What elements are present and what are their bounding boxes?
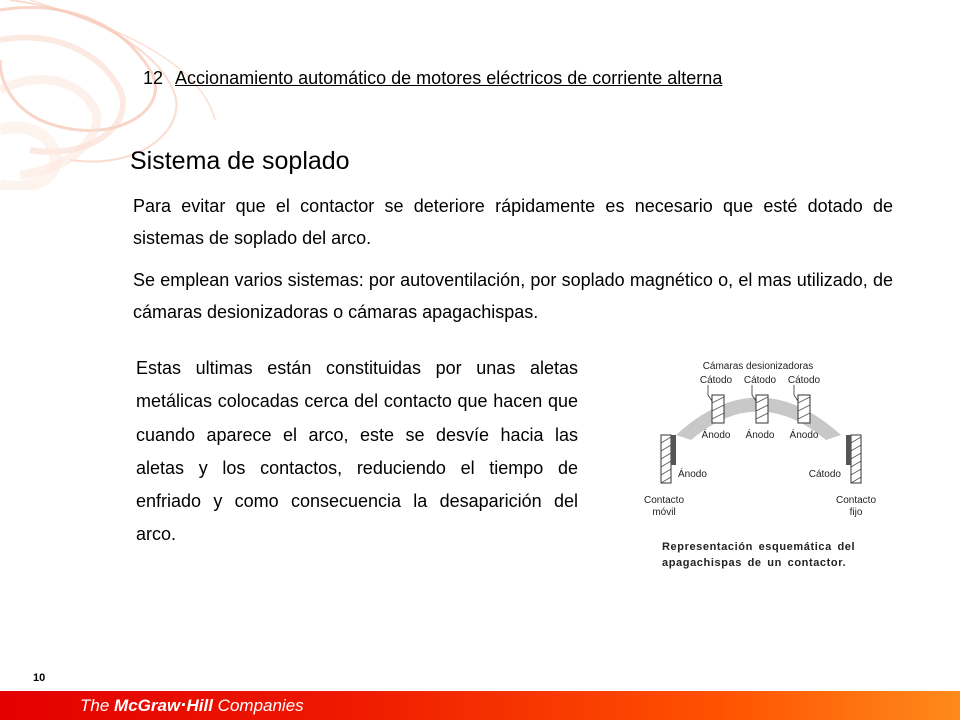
label-mobile-contact-2: móvil bbox=[652, 507, 676, 518]
chapter-number: 12 bbox=[143, 68, 164, 88]
label-cathode-3: Cátodo bbox=[787, 375, 821, 386]
publisher-logo bbox=[80, 695, 304, 717]
chapter-heading bbox=[143, 68, 722, 89]
paragraph-chambers: Estas ultimas están constituidas por unas aletas metálicas colocadas cerca del contacto que hacen que cuando aparece el arco, este se desvíe hacia las aletas y los contactos, reduciendo el tiempo de enfriado y como consecuencia la desaparición del arco. bbox=[136, 358, 578, 545]
label-chambers: Cámaras desionizadoras bbox=[702, 361, 814, 372]
cathode-plate-2 bbox=[756, 395, 768, 423]
logo-the: The bbox=[80, 696, 115, 715]
cathode-plate-3 bbox=[798, 395, 810, 423]
figure-caption: Representación esquemática del apagachispas de un contactor. bbox=[662, 541, 856, 569]
mobile-contact bbox=[661, 435, 676, 483]
label-fixed-contact-2: fijo bbox=[849, 507, 863, 518]
logo-separator: · bbox=[180, 695, 187, 716]
label-mobile-contact-1: Contacto bbox=[643, 495, 685, 506]
label-cathode-2: Cátodo bbox=[743, 375, 777, 386]
label-cathode-1: Cátodo bbox=[699, 375, 733, 386]
fixed-contact bbox=[846, 435, 861, 483]
logo-suffix: Companies bbox=[212, 696, 304, 715]
label-cathode-fixed: Cátodo bbox=[808, 469, 841, 480]
label-anode-1: Ánodo bbox=[701, 430, 731, 441]
label-anode-mobile: Ánodo bbox=[678, 469, 707, 480]
footer-bar bbox=[0, 691, 960, 720]
arc-chute-diagram bbox=[636, 355, 894, 525]
chapter-title: Accionamiento automático de motores eléctricos de corriente alterna bbox=[175, 68, 723, 88]
section-title: Sistema de soplado bbox=[130, 147, 350, 175]
cathode-plate-1 bbox=[712, 395, 724, 423]
logo-brand-1: McGraw bbox=[114, 696, 181, 715]
paragraph-intro: Para evitar que el contactor se deteriore rápidamente es necesario que esté dotado de sistemas de soplado del arco. bbox=[133, 196, 893, 248]
page-number: 10 bbox=[33, 672, 46, 684]
label-anode-2: Ánodo bbox=[745, 430, 775, 441]
logo-brand-2: Hill bbox=[186, 696, 213, 715]
label-fixed-contact-1: Contacto bbox=[835, 495, 877, 506]
label-anode-3: Ánodo bbox=[789, 430, 819, 441]
paragraph-systems: Se emplean varios sistemas: por autoventilación, por soplado magnético o, el mas utilizado, de cámaras desionizadoras o cámaras apagachispas. bbox=[133, 270, 893, 322]
